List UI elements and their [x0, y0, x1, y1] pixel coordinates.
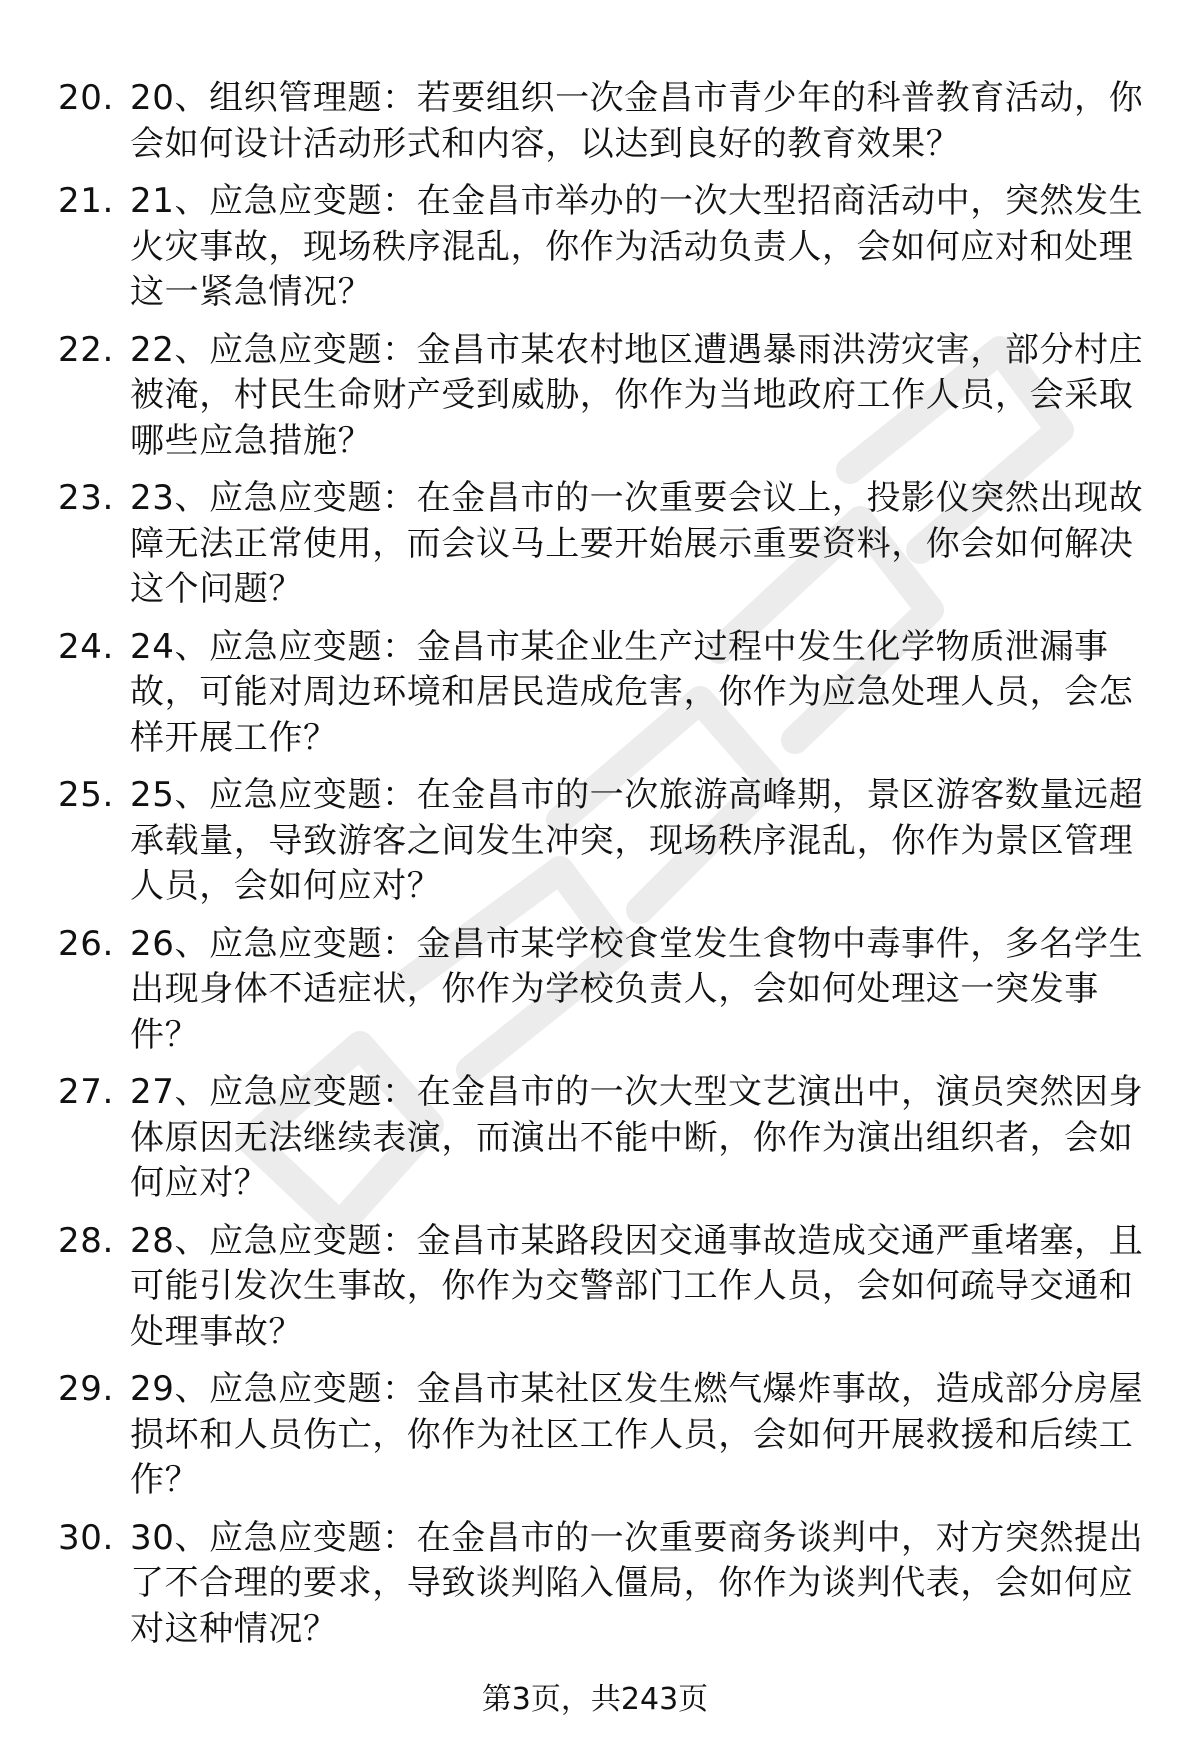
- question-item-28: [58, 1219, 1150, 1356]
- question-item-24: [58, 625, 1150, 762]
- question-item-21: [58, 179, 1150, 316]
- question-text: 30、应急应变题：在金昌市的一次重要商务谈判中，对方突然提出了不合理的要求，导致谈判陷入僵局，你作为谈判代表，会如何应对这种情况？: [130, 1517, 1144, 1649]
- question-number: 21.: [58, 181, 114, 221]
- question-number: 22.: [58, 329, 114, 370]
- question-number: 20.: [58, 78, 114, 118]
- question-item-20: [58, 76, 1150, 167]
- question-text: 24、应急应变题：金昌市某企业生产过程中发生化学物质泄漏事故，可能对周边环境和居民造成危害，你作为应急处理人员，会怎样开展工作？: [130, 626, 1134, 758]
- question-number: 27.: [58, 1072, 114, 1112]
- question-text: 22、应急应变题：金昌市某农村地区遭遇暴雨洪涝灾害，部分村庄被淹，村民生命财产受到威胁，你作为当地政府工作人员，会采取哪些应急措施？: [130, 329, 1144, 461]
- question-number: 25.: [58, 775, 114, 815]
- question-text: 21、应急应变题：在金昌市举办的一次大型招商活动中，突然发生火灾事故，现场秩序混乱，你作为活动负责人，会如何应对和处理这一紧急情况？: [130, 181, 1144, 312]
- question-text: 23、应急应变题：在金昌市的一次重要会议上，投影仪突然出现故障无法正常使用，而会议马上要开始展示重要资料，你会如何解决这个问题？: [130, 478, 1144, 609]
- question-item-29: [58, 1367, 1150, 1504]
- question-number: 26.: [58, 923, 114, 964]
- question-number: 24.: [58, 626, 114, 667]
- question-item-22: [58, 328, 1150, 465]
- question-text: 29、应急应变题：金昌市某社区发生燃气爆炸事故，造成部分房屋损坏和人员伤亡，你作为社区工作人员，会如何开展救援和后续工作？: [130, 1369, 1144, 1500]
- page-footer: 第3页，共243页: [481, 1682, 709, 1717]
- question-item-26: [58, 922, 1150, 1059]
- question-list: [58, 76, 1150, 1664]
- question-item-27: [58, 1070, 1150, 1207]
- question-number: 23.: [58, 478, 114, 518]
- question-text: 26、应急应变题：金昌市某学校食堂发生食物中毒事件，多名学生出现身体不适症状，你作为学校负责人，会如何处理这一突发事件？: [130, 923, 1144, 1055]
- question-item-30: [58, 1516, 1150, 1653]
- question-number: 29.: [58, 1369, 114, 1409]
- question-item-25: [58, 773, 1150, 910]
- question-number: 28.: [58, 1220, 114, 1261]
- question-text: 27、应急应变题：在金昌市的一次大型文艺演出中，演员突然因身体原因无法继续表演，而演出不能中断，你作为演出组织者，会如何应对？: [130, 1072, 1144, 1203]
- question-text: 25、应急应变题：在金昌市的一次旅游高峰期，景区游客数量远超承载量，导致游客之间发生冲突，现场秩序混乱，你作为景区管理人员，会如何应对？: [130, 775, 1144, 906]
- question-item-23: [58, 476, 1150, 613]
- question-text: 20、组织管理题：若要组织一次金昌市青少年的科普教育活动，你会如何设计活动形式和内容，以达到良好的教育效果？: [130, 78, 1144, 164]
- question-text: 28、应急应变题：金昌市某路段因交通事故造成交通严重堵塞，且可能引发次生事故，你作为交警部门工作人员，会如何疏导交通和处理事故？: [130, 1220, 1144, 1352]
- question-number: 30.: [58, 1517, 114, 1558]
